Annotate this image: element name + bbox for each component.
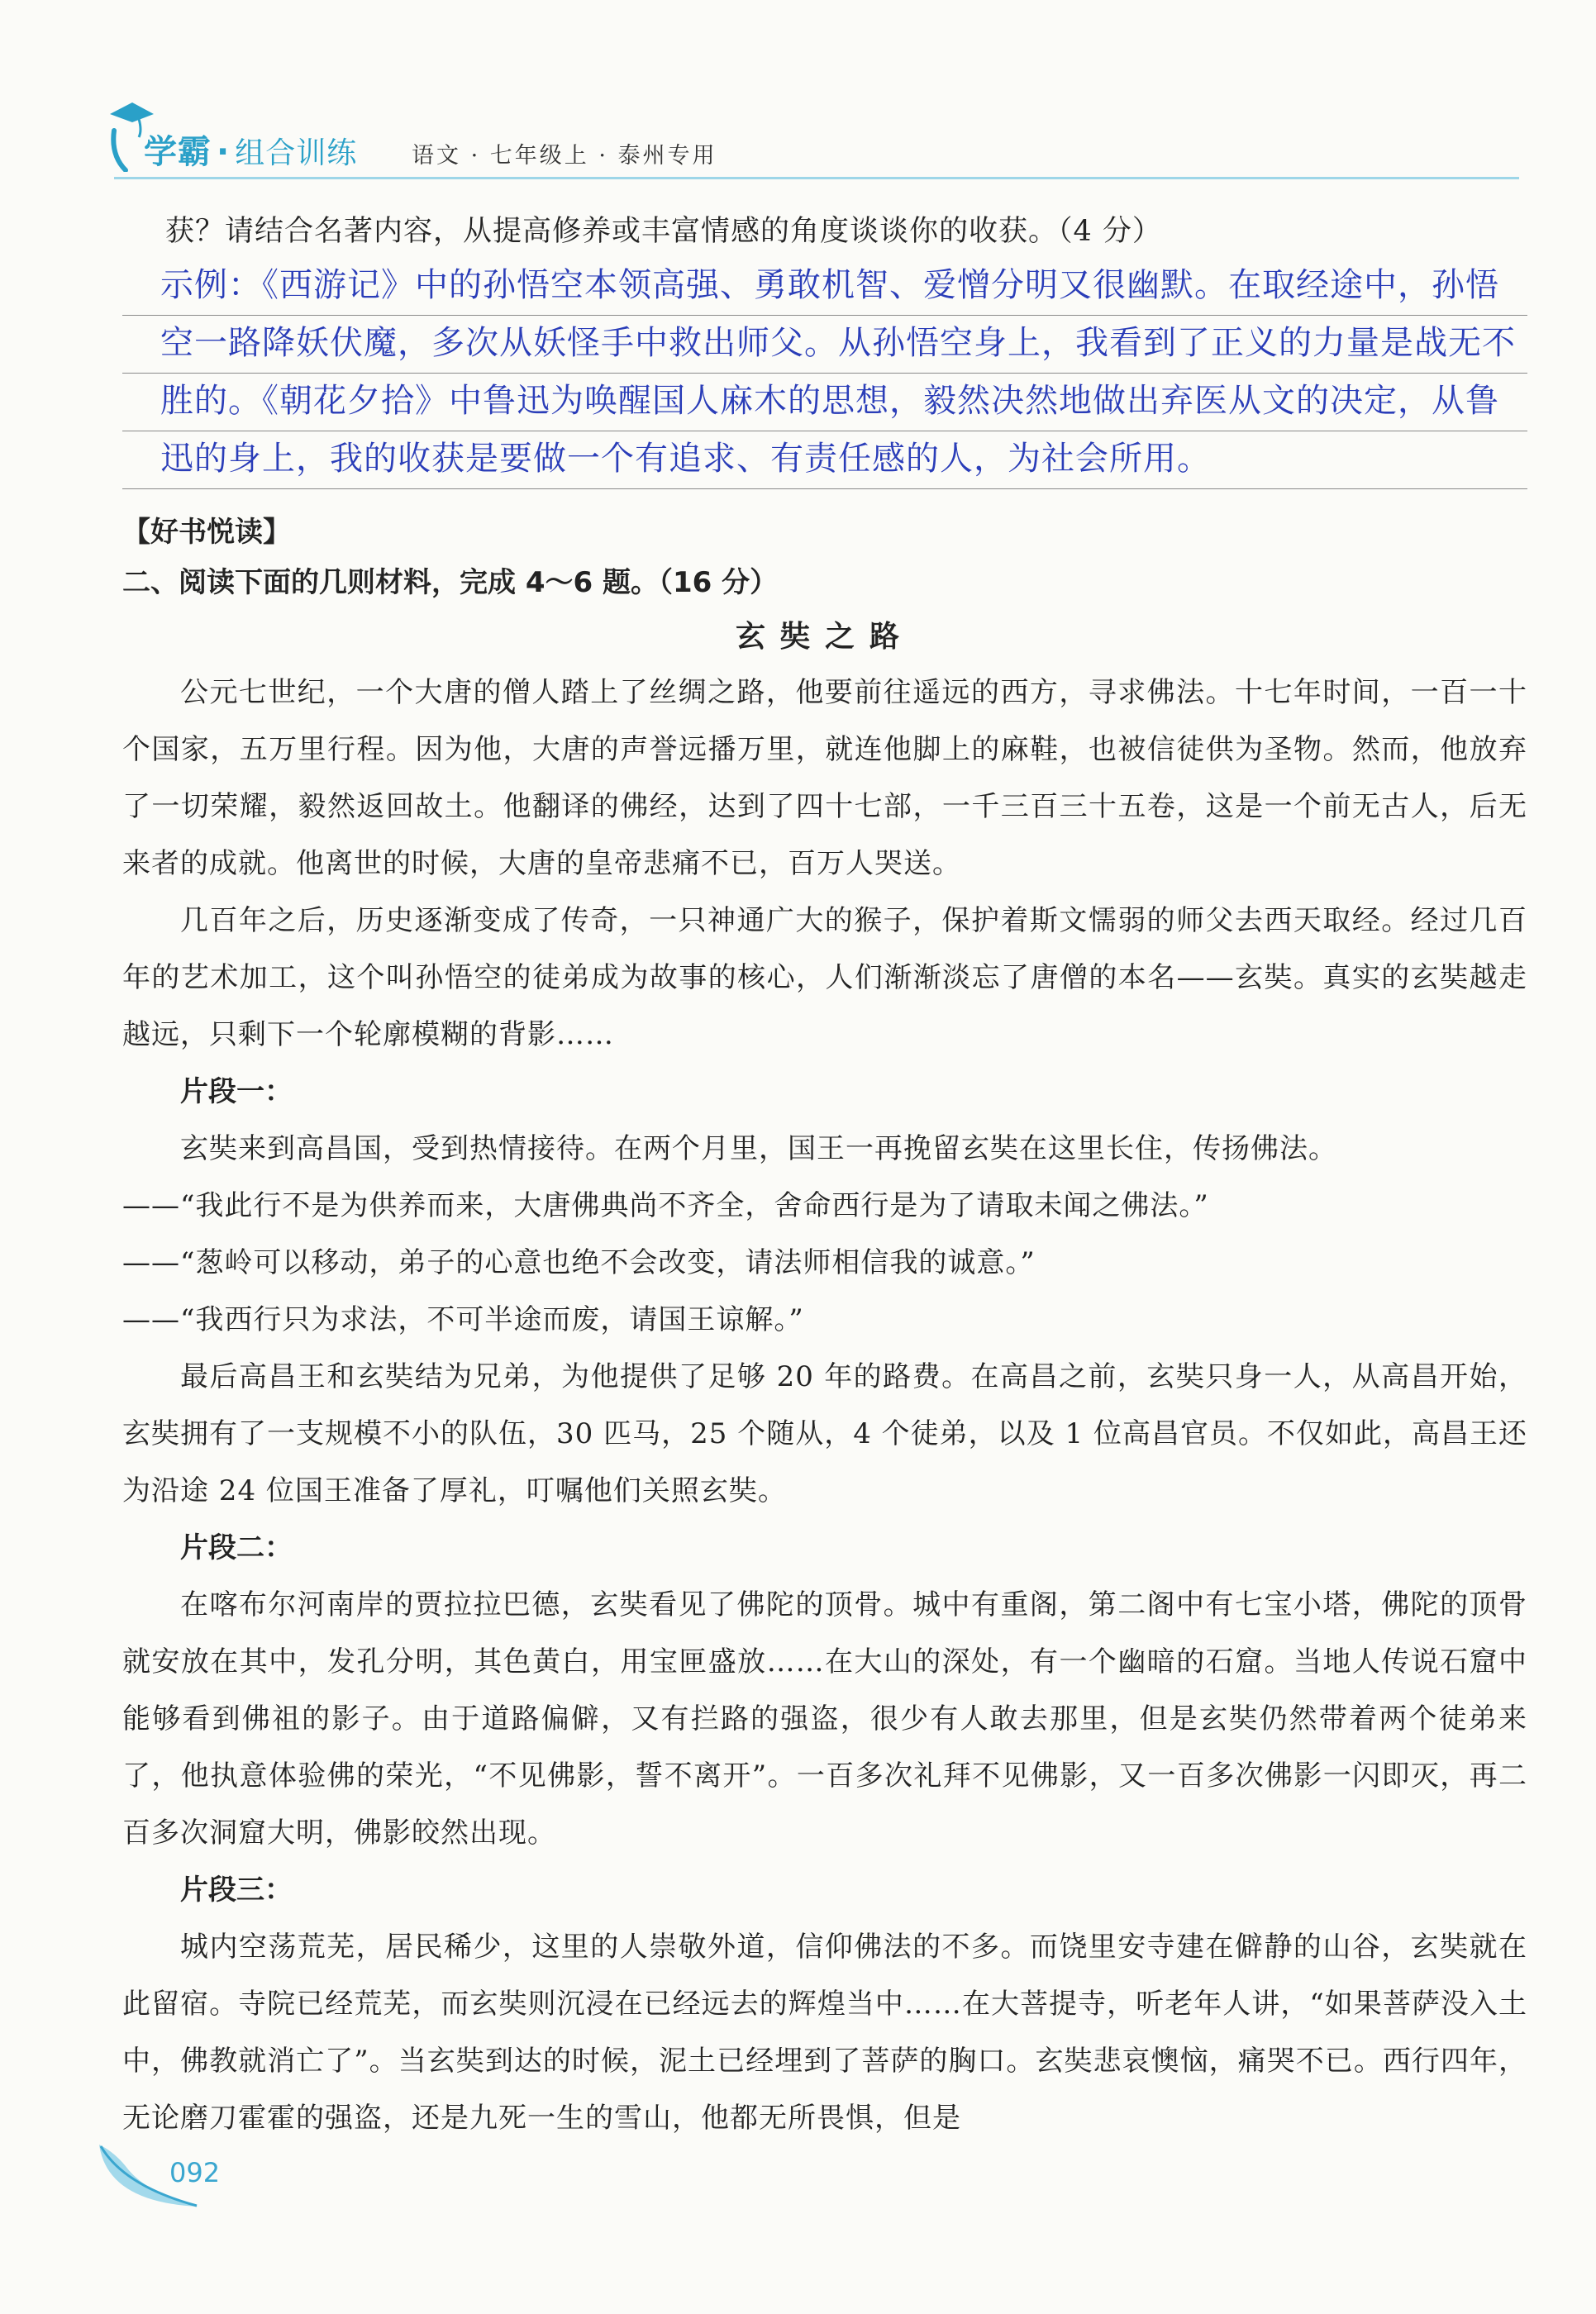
fragment1-quote: ——“葱岭可以移动，弟子的心意也绝不会改变，请法师相信我的诚意。” bbox=[122, 1246, 1036, 1279]
brand-main: 学霸 bbox=[144, 133, 212, 171]
answer-line: 示例：《西游记》中的孙悟空本领高强、勇敢机智、爱憎分明又很幽默。在取经途中，孙悟 bbox=[122, 258, 1527, 316]
answer-block bbox=[122, 258, 1527, 489]
answer-line: 空一路降妖伏魔，多次从妖怪手中救出师父。从孙悟空身上，我看到了正义的力量是战无不 bbox=[122, 316, 1527, 374]
intro-paragraph: 几百年之后，历史逐渐变成了传奇，一只神通广大的猴子，保护着斯文懦弱的师父去西天取经。经过几百年的艺术加工，这个叫孙悟空的徒弟成为故事的核心，人们渐渐淡忘了唐僧的本名——玄奘。真实的玄奘越走越远，只剩下一个轮廓模糊的背影…… bbox=[122, 904, 1527, 1051]
page-header bbox=[106, 91, 1527, 182]
fragment2-paragraph: 在喀布尔河南岸的贾拉拉巴德，玄奘看见了佛陀的顶骨。城中有重阁，第二阁中有七宝小塔，佛陀的顶骨就安放在其中，发孔分明，其色黄白，用宝匣盛放……在大山的深处，有一个幽暗的石窟。当地人传说石窟中能够看到佛祖的影子。由于道路偏僻，又有拦路的强盗，很少有人敢去那里，但是玄奘仍然带着两个徒弟来了，他执意体验佛的荣光，“不见佛影，誓不离开”。一百多次礼拜不见佛影，又一百多次佛影一闪即灭，再二百多次洞窟大明，佛影皎然出现。 bbox=[122, 1588, 1527, 1850]
fragment1-paragraph: 玄奘来到高昌国，受到热情接待。在两个月里，国王一再挽留玄奘在这里长住，传扬佛法。 bbox=[180, 1132, 1337, 1165]
section-tag: 【好书悦读】 bbox=[122, 516, 291, 549]
brand-logo bbox=[144, 126, 357, 173]
instruction: 二、阅读下面的几则材料，完成 4～6 题。（16 分） bbox=[122, 566, 779, 599]
fragment1-quote: ——“我西行只为求法，不可半途而废，请国王谅解。” bbox=[122, 1303, 804, 1336]
fragment-label: 片段三： bbox=[180, 1874, 293, 1907]
brand-sub: 组合训练 bbox=[235, 136, 358, 170]
page-number: 092 bbox=[169, 2157, 221, 2188]
answer-line: 胜的。《朝花夕拾》中鲁迅为唤醒国人麻木的思想，毅然决然地做出弃医从文的决定，从鲁 bbox=[122, 374, 1527, 431]
intro-paragraph: 公元七世纪，一个大唐的僧人踏上了丝绸之路，他要前往遥远的西方，寻求佛法。十七年时间，一百一十个国家，五万里行程。因为他，大唐的声誉远播万里，就连他脚上的麻鞋，也被信徒供为圣物。然而，他放弃了一切荣耀，毅然返回故土。他翻译的佛经，达到了四十七部，一千三百三十五卷，这是一个前无古人，后无来者的成就。他离世的时候，大唐的皇帝悲痛不已，百万人哭送。 bbox=[122, 676, 1527, 880]
page-content bbox=[122, 207, 1527, 2147]
fragment1-paragraph: 最后高昌王和玄奘结为兄弟，为他提供了足够 20 年的路费。在高昌之前，玄奘只身一人，从高昌开始，玄奘拥有了一支规模不小的队伍，30 匹马，25 个随从，4 个徒弟，以及 1 位高昌官员。不仅如此，高昌王还为沿途 24 位国王准备了厚礼，叮嘱他们关照玄奘。 bbox=[122, 1360, 1527, 1507]
question-tail: 获？请结合名著内容，从提高修养或丰富情感的角度谈谈你的收获。（4 分） bbox=[165, 215, 1162, 248]
passage-title: 玄奘之路 bbox=[735, 620, 914, 654]
fragment3-paragraph: 城内空荡荒芜，居民稀少，这里的人崇敬外道，信仰佛法的不多。而饶里安寺建在僻静的山谷，玄奘就在此留宿。寺院已经荒芜，而玄奘则沉浸在已经远去的辉煌当中……在大菩提寺，听老年人讲，“如果菩萨没入土中，佛教就消亡了”。当玄奘到达的时候，泥土已经埋到了菩萨的胸口。玄奘悲哀懊恼，痛哭不已。西行四年，无论磨刀霍霍的强盗，还是九死一生的雪山，他都无所畏惧，但是 bbox=[122, 1931, 1527, 2135]
brand-separator: · bbox=[217, 133, 231, 171]
answer-line: 迅的身上，我的收获是要做一个有追求、有责任感的人，为社会所用。 bbox=[122, 431, 1527, 489]
fragment1-quote: ——“我此行不是为供养而来，大唐佛典尚不齐全，舍命西行是为了请取未闻之佛法。” bbox=[122, 1189, 1209, 1222]
header-divider bbox=[114, 177, 1519, 179]
fragment-label: 片段二： bbox=[180, 1531, 293, 1564]
fragment-label: 片段一： bbox=[180, 1075, 293, 1108]
book-info: 语文 · 七年级上 · 泰州专用 bbox=[412, 143, 717, 169]
